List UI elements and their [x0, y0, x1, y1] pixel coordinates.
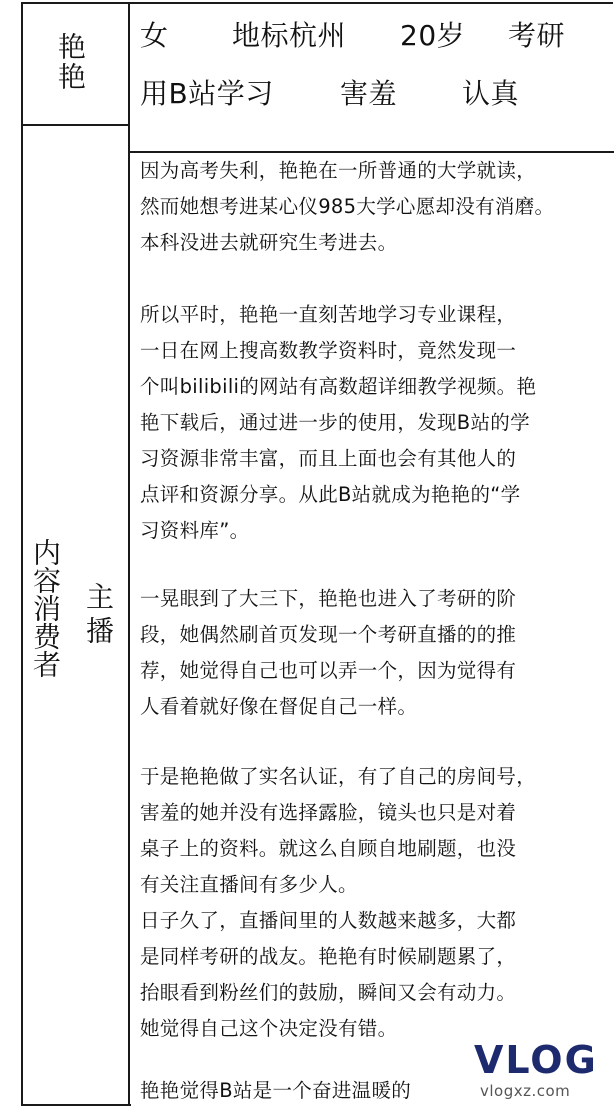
watermark — [466, 1038, 606, 1108]
story-line: 是同样考研的战友。艳艳有时候刷题累了， — [140, 945, 517, 968]
story-line: 艳艳觉得B站是一个奋进温暖的 — [140, 1079, 412, 1102]
story-line: 所以平时，艳艳一直刻苦地学习专业课程， — [140, 303, 517, 326]
story-line: 于是艳艳做了实名认证，有了自己的房间号， — [140, 765, 537, 788]
table-column-divider — [128, 2, 130, 1106]
story-line: 段，她偶然刷首页发现一个考研直播的的推 — [140, 623, 517, 646]
story-line: 因为高考失利，艳艳在一所普通的大学就读， — [140, 159, 537, 182]
left-column-divider-name — [21, 124, 130, 126]
sub-role-label: 主播 — [82, 582, 115, 650]
story-line: 日子久了，直播间里的人数越来越多，大都 — [140, 909, 517, 932]
name-label: 艳艳 — [54, 32, 87, 92]
story-line: 她觉得自己这个决定没有错。 — [140, 1017, 398, 1040]
profile-tag-gender: 女 — [140, 19, 169, 52]
story-line: 然而她想考进某心仪985大学心愿却没有消磨。 — [140, 195, 555, 218]
profile-tag-attitude: 认真 — [462, 77, 520, 110]
story-line: 本科没进去就研究生考进去。 — [140, 231, 398, 254]
story-line: 习资料库”。 — [140, 519, 250, 542]
profile-row-divider — [128, 151, 614, 153]
story-line: 桌子上的资料。就这么自顾自地刷题，也没 — [140, 837, 517, 860]
profile-tag-personality: 害羞 — [340, 77, 398, 110]
story-line: 害羞的她并没有选择露脸，镜头也只是对着 — [140, 801, 517, 824]
watermark-logo: VLOG — [474, 1038, 598, 1082]
role-label: 内容消费者 — [29, 538, 62, 678]
profile-tag-habit: 用B站学习 — [140, 77, 274, 110]
story-line: 一日在网上搜高数教学资料时，竟然发现一 — [140, 339, 517, 362]
story-line: 习资源非常丰富，而且上面也会有其他人的 — [140, 447, 517, 470]
table-border-left — [21, 2, 23, 1106]
profile-tag-location: 地标杭州 — [232, 19, 347, 52]
story-line: 一晃眼到了大三下，艳艳也进入了考研的阶 — [140, 587, 517, 610]
profile-tag-age: 20岁 — [400, 19, 466, 52]
watermark-url: vlogxz.com — [480, 1082, 571, 1100]
story-line: 有关注直播间有多少人。 — [140, 873, 358, 896]
table-border-top — [21, 2, 613, 4]
story-line: 抬眼看到粉丝们的鼓励，瞬间又会有动力。 — [140, 981, 517, 1004]
story-line: 艳下载后，通过进一步的使用，发现B站的学 — [140, 411, 530, 434]
story-line: 点评和资源分享。从此B站就成为艳艳的“学 — [140, 483, 521, 506]
story-line: 个叫bilibili的网站有高数超详细教学视频。艳 — [140, 375, 537, 398]
story-line: 荐，她觉得自己也可以弄一个，因为觉得有 — [140, 659, 517, 682]
story-line: 人看着就好像在督促自己一样。 — [140, 695, 418, 718]
table-border-bottom — [21, 1104, 131, 1106]
profile-tag-goal: 考研 — [508, 19, 566, 52]
